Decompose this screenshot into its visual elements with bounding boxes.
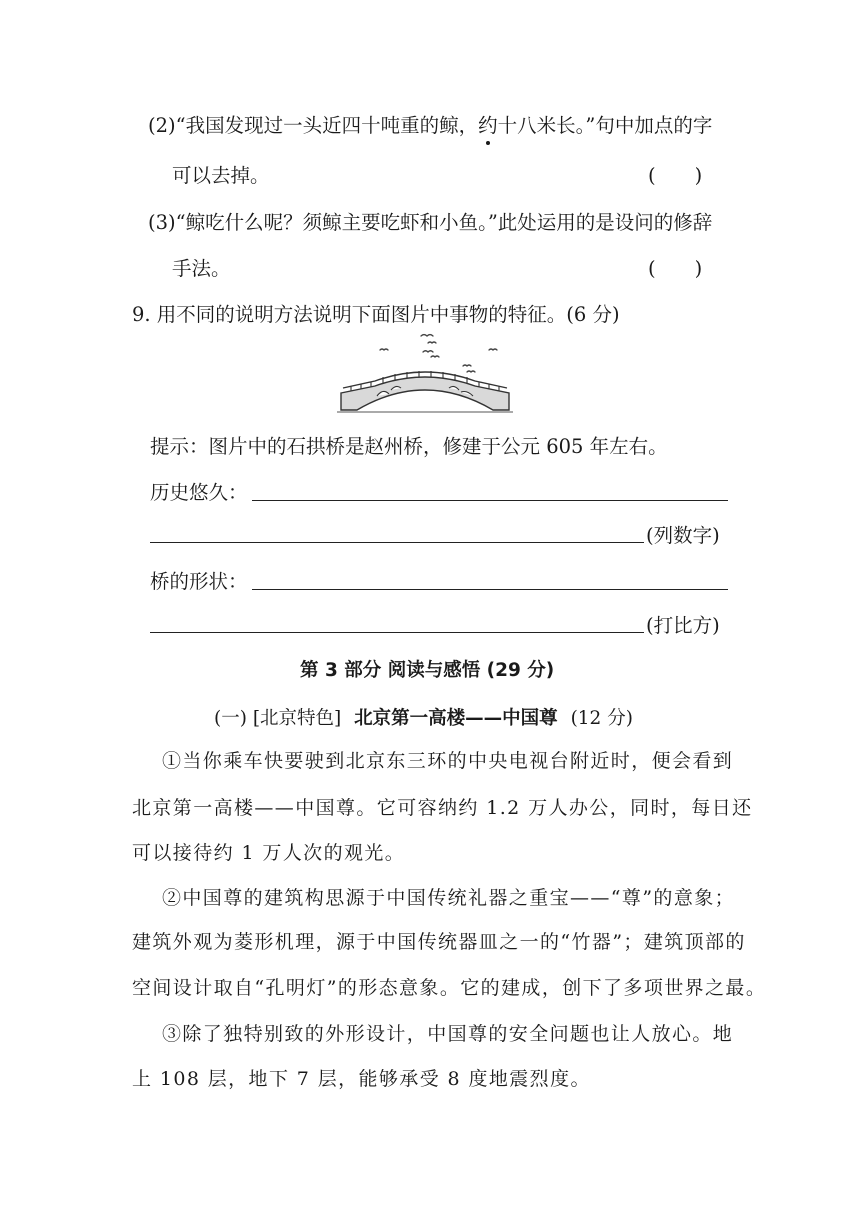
paragraph-2-line-1: ②中国尊的建筑构思源于中国传统礼器之重宝——“尊”的意象； [162,887,736,909]
q9-hint: 提示：图片中的石拱桥是赵州桥，修建于公元 605 年左右。 [150,435,668,458]
history-label: 历史悠久： [150,481,248,504]
paragraph-2-line-3: 空间设计取自“孔明灯”的形态意象。它的建成，创下了多项世界之最。 [132,977,767,999]
q8-3-line2: 手法。 [172,257,231,280]
passage-1-prefix: (一) [北京特色] [214,708,342,729]
shape-answer-line-1[interactable] [252,589,728,590]
paragraph-1-line-1: ①当你乘车快要驶到北京东三环的中央电视台附近时，便会看到 [162,750,734,772]
q8-2-text-before: (2)“我国发现过一头近四十吨重的鲸， [148,114,479,137]
history-answer-line-1[interactable] [252,500,728,501]
section-3-title: 第 3 部分 阅读与感悟 (29 分) [300,660,555,681]
shape-label: 桥的形状： [150,570,248,593]
shape-method-note: (打比方) [646,614,720,637]
q8-2-text-after: 十八米长。”句中加点的字 [497,114,713,137]
paragraph-1-line-2: 北京第一高楼——中国尊。它可容纳约 1.2 万人办公，同时，每日还 [132,797,753,819]
shape-answer-line-2[interactable] [150,632,644,633]
history-method-note: (列数字) [646,524,720,547]
q9-title: 9. 用不同的说明方法说明下面图片中事物的特征。(6 分) [132,303,620,326]
history-answer-line-2[interactable] [150,542,644,543]
q8-2-line1 [148,110,712,138]
passage-1-score: (12 分) [570,708,633,729]
paragraph-3-line-1: ③除了独特别致的外形设计，中国尊的安全问题也让人放心。地 [162,1023,734,1045]
q8-2-line2: 可以去掉。 [172,164,270,187]
passage-1-heading [214,704,633,730]
paragraph-1-line-3: 可以接待约 1 万人次的观光。 [132,842,406,864]
passage-1-title: 北京第一高楼——中国尊 [354,708,558,729]
q8-2-emphasized-char: 约 [478,114,498,137]
q8-2-answer-bracket[interactable]: ( ) [648,164,703,187]
paragraph-3-line-2: 上 108 层，地下 7 层，能够承受 8 度地震烈度。 [132,1068,591,1090]
paragraph-2-line-2: 建筑外观为菱形机理，源于中国传统器皿之一的“竹器”；建筑顶部的 [132,931,746,953]
stone-arch-bridge-icon [335,330,515,418]
q8-3-line1: (3)“鲸吃什么呢？须鲸主要吃虾和小鱼。”此处运用的是设问的修辞 [148,211,713,234]
q8-3-answer-bracket[interactable]: ( ) [648,257,703,280]
bridge-illustration [335,330,515,418]
